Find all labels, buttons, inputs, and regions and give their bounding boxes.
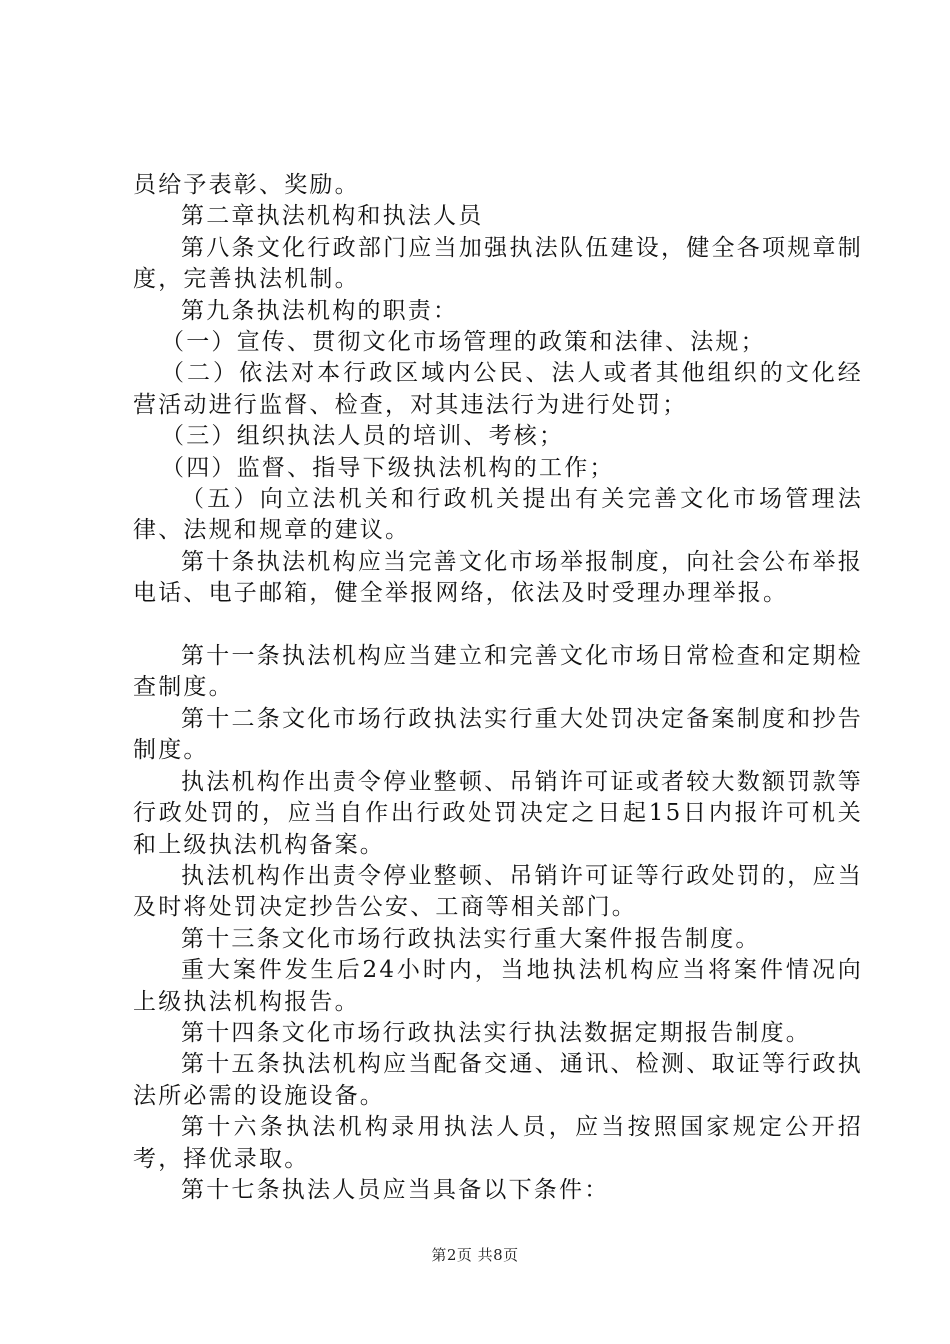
article-9-item-2: （二）依法对本行政区域内公民、法人或者其他组织的文化经营活动进行监督、检查，对其违法行为进行处罚； (133, 360, 863, 418)
article-9-item-4: （四）监督、指导下级执法机构的工作； (161, 454, 615, 481)
article-9-item-1: （一）宣传、贯彻文化市场管理的政策和法律、法规； (161, 329, 766, 356)
article-15: 第十五条执法机构应当配备交通、通讯、检测、取证等行政执法所必需的设施设备。 (133, 1051, 863, 1109)
article-8: 第八条文化行政部门应当加强执法队伍建设，健全各项规章制度，完善执法机制。 (133, 234, 863, 293)
page-footer: 第2页 共8页 (431, 1246, 519, 1264)
document-body (133, 170, 863, 1206)
article-10: 第十条执法机构应当完善文化市场举报制度，向社会公布举报电话、电子邮箱，健全举报网络，依法及时受理办理举报。 (133, 548, 863, 607)
chapter-heading: 第二章执法机构和执法人员 (181, 203, 484, 230)
article-12: 第十二条文化市场行政执法实行重大处罚决定备案制度和抄告制度。 (133, 705, 863, 764)
article-13: 第十三条文化市场行政执法实行重大案件报告制度。 (181, 925, 761, 952)
article-17: 第十七条执法人员应当具备以下条件： (181, 1176, 610, 1203)
article-11: 第十一条执法机构应当建立和完善文化市场日常检查和定期检查制度。 (133, 643, 863, 701)
article-9-item-5: （五）向立法机关和行政机关提出有关完善文化市场管理法律、法规和规章的建议。 (133, 486, 863, 544)
article-14: 第十四条文化市场行政执法实行执法数据定期报告制度。 (181, 1019, 811, 1046)
article-13-clause: 重大案件发生后24小时内，当地执法机构应当将案件情况向上级执法机构报告。 (133, 957, 863, 1015)
article-16: 第十六条执法机构录用执法人员，应当按照国家规定公开招考，择优录取。 (133, 1114, 863, 1172)
paragraph-gap (133, 610, 863, 641)
article-9: 第九条执法机构的职责： (181, 297, 459, 324)
article-12-clause-2: 执法机构作出责令停业整顿、吊销许可证等行政处罚的，应当及时将处罚决定抄告公安、工商等相关部门。 (133, 862, 863, 921)
paragraph-continuation: 员给予表彰、奖励。 (133, 172, 360, 198)
article-9-item-3: （三）组织执法人员的培训、考核； (161, 423, 565, 450)
article-12-clause-1: 执法机构作出责令停业整顿、吊销许可证或者较大数额罚款等行政处罚的，应当自作出行政处罚决定之日起15日内报许可机关和上级执法机构备案。 (133, 768, 863, 858)
